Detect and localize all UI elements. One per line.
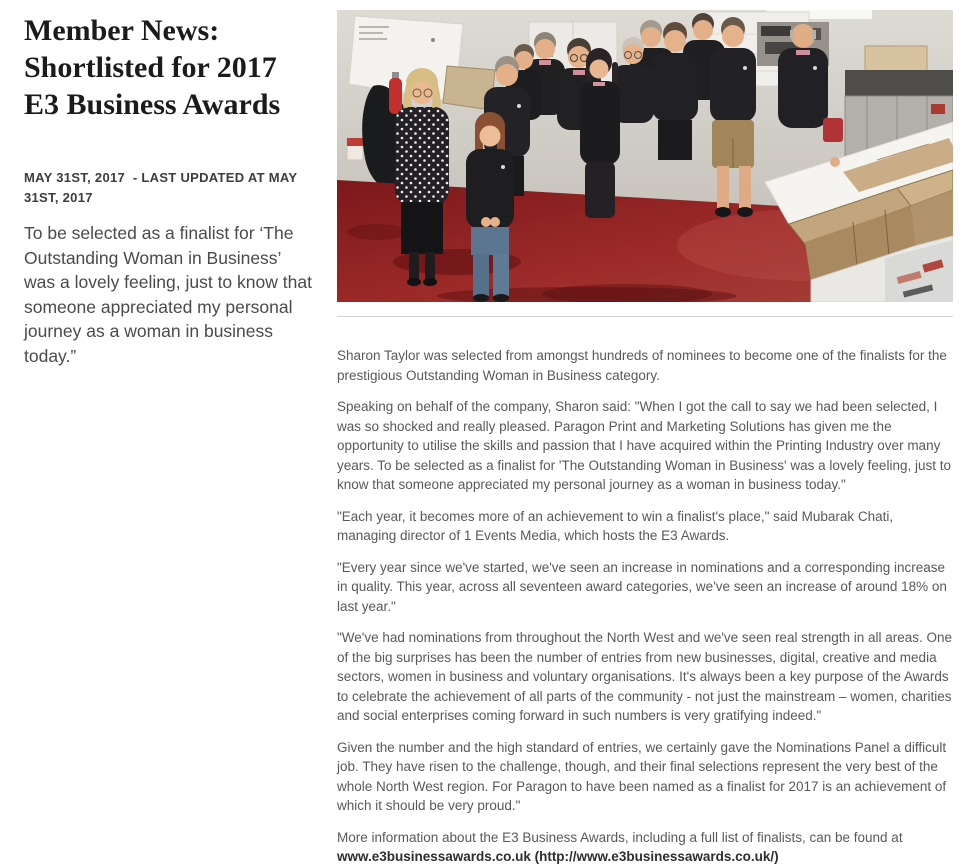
- article-paragraph: "We've had nominations from throughout the North West and we've seen real strength in all areas. One of the big surprises has been the number of entries from new businesses, digital, creative and media sectors, women in business and voluntary organisations. It's always been a key purpose of the Awards to celebrate the achievement of all parts of the community - not just the mainstream – women, charities and social enterprises coming forward in such numbers is very gratifying indeed.": [337, 630, 953, 723]
- article-date: MAY 31ST, 2017 - LAST UPDATED AT MAY 31ST, 2017: [24, 170, 302, 205]
- section-divider: [337, 316, 953, 317]
- more-info-text: More information about the E3 Business Awards, including a full list of finalists, can be found at: [337, 829, 903, 845]
- person-young-woman: [580, 48, 620, 218]
- article-paragraph: Sharon Taylor was selected from amongst hundreds of nominees to become one of the finalists for the prestigious Outstanding Woman in Business category.: [337, 348, 947, 383]
- e3businessawards-link[interactable]: www.e3businessawards.co.uk (http://www.e3businessawards.co.uk/): [337, 849, 779, 864]
- article-main-column: [337, 10, 953, 865]
- article-paragraph: "Every year since we've started, we've seen an increase in nominations and a corresponding increase in quality. This year, across all seventeen award categories, we've seen an increase of around 18% on last year.": [337, 559, 947, 614]
- article-header-column: [24, 12, 314, 368]
- article-body: [337, 346, 953, 816]
- pull-quote: To be selected as a finalist for ‘The Outstanding Woman in Business’ was a lovely feeling, just to know that someone appreciated my personal journey as a woman in business today.”: [24, 223, 312, 366]
- more-info-paragraph: [337, 828, 953, 865]
- article-paragraph: "Each year, it becomes more of an achievement to win a finalist's place," said Mubarak Chati, managing director of 1 Events Media, which hosts the E3 Awards.: [337, 508, 894, 543]
- article-paragraph: Given the number and the high standard of entries, we certainly gave the Nominations Panel a difficult job. They have risen to the challenge, though, and their final selections represent the very best of the whole North West region. For Paragon to have been named as a finalist for 2017 is an achievement of which it should be very proud.": [337, 739, 947, 813]
- article-paragraph: Speaking on behalf of the company, Sharon said: "When I got the call to say we had been selected, I was so shocked and really pleased. Paragon Print and Marketing Solutions has given me the opportunity to utilise the skills and passion that I have acquired within the Printing Industry over many years. To be selected as a finalist for 'The Outstanding Woman in Business' was a lovely feeling, just to know that someone appreciated my personal journey as a woman in business today.": [337, 399, 951, 492]
- page-title: Member News: Shortlisted for 2017 E3 Business Awards: [24, 14, 281, 121]
- team-photo-illustration: [337, 10, 953, 302]
- team-photo: [337, 10, 953, 302]
